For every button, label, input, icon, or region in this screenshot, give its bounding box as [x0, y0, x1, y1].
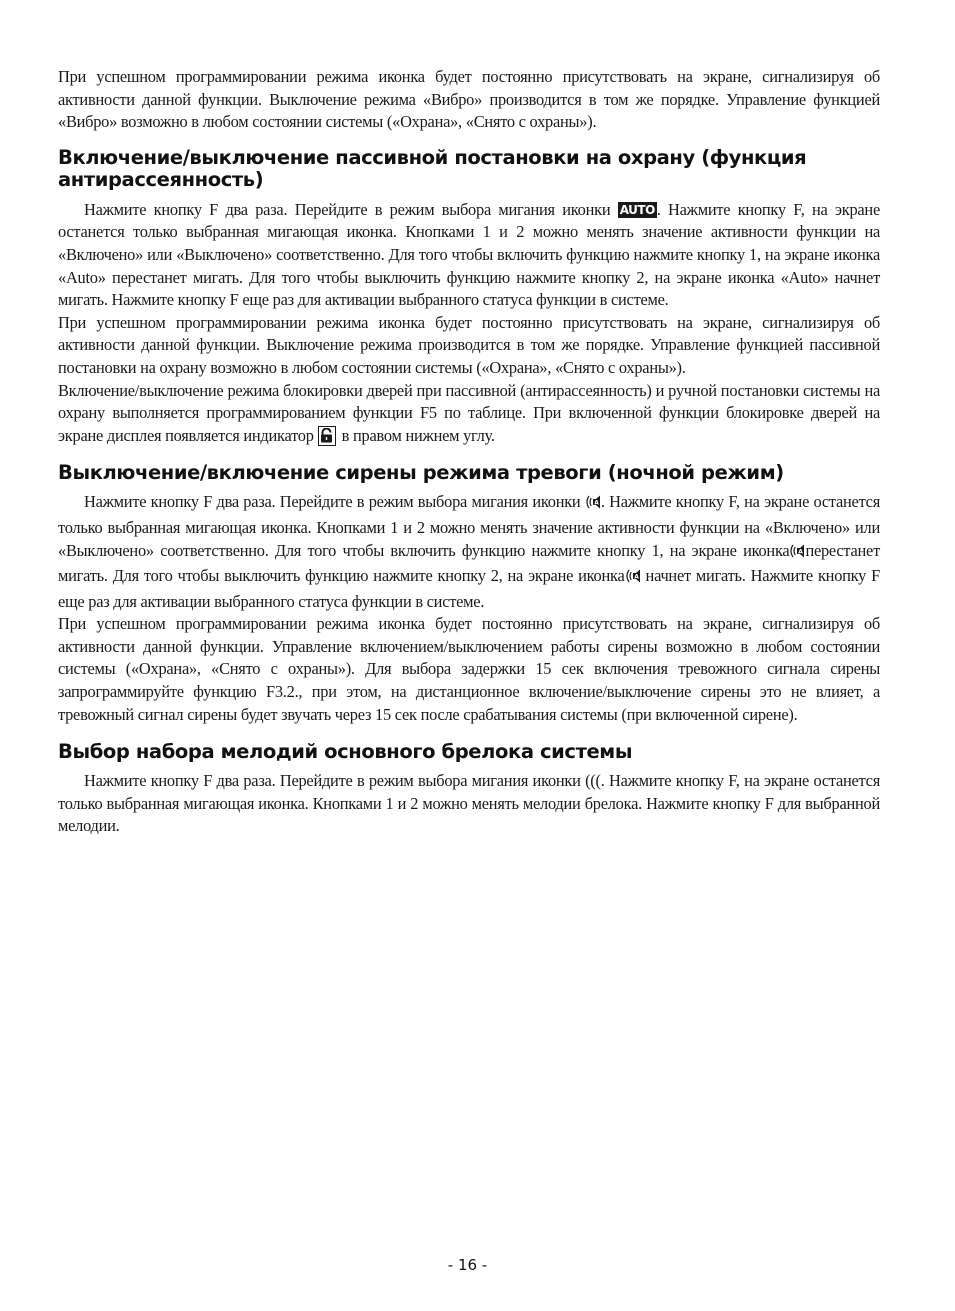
- document-page: [58, 66, 880, 838]
- siren-icon: [625, 568, 641, 591]
- passive-arming-paragraph-2: При успешном программировании режима иконка будет постоянно присутствовать на экране, сигнализируя об активности данной функции. Выключение режима производится в том же порядке. Управление функцией пассивной постановки на охрану возможно в любом состоянии системы («Охрана», «Снято с охраны»).: [58, 312, 880, 377]
- svg-text:A: A: [633, 573, 639, 581]
- siren-icon: [789, 543, 805, 566]
- auto-icon: AUTO: [619, 202, 655, 217]
- passive-arming-paragraph-1: [58, 199, 880, 312]
- melody-paragraph-1: Нажмите кнопку F два раза. Перейдите в режим выбора мигания иконки (((. Нажмите кнопку F, на экране останется только выбранная мигающая иконка. Кнопками 1 и 2 можно менять мелодии брелока. Нажмите кнопку F для выбранной мелодии.: [58, 771, 880, 836]
- siren-icon: [585, 494, 601, 517]
- text-span: Включение/выключение режима блокировки дверей при пассивной (антирассеянность) и ручной постановки системы на охрану выполняется программированием функции F5 по таблице. При включенной функции блокировке дверей на экране дисплея появляется индикатор: [58, 380, 880, 445]
- passive-arming-paragraph-3: [58, 380, 880, 448]
- text-span: Нажмите кнопку F два раза. Перейдите в режим выбора мигания иконки: [84, 199, 618, 219]
- text-span: . Нажмите кнопку F, на экране останется только выбранная мигающая иконка. Кнопками 1 и 2 можно менять значение активности функции на «Включено» или «Выключено» соответственно. Для того чтобы включить функцию нажмите кнопку 1, на экране иконка: [58, 492, 880, 560]
- text-span: в правом нижнем углу.: [341, 425, 495, 445]
- siren-paragraph-2: При успешном программировании режима иконка будет постоянно присутствовать на экране, сигнализируя об активности данной функции. Управление включением/выключением работы сирены возможно в любом состоянии системы («Охрана», «Снято с охраны»). Для выбора задержки 15 сек включения тревожного сигнала сирены запрограммируйте функцию F3.2., при этом, на дистанционное включение/выключение сирены это не влияет, а тревожный сигнал сирены будет звучать через 15 сек после срабатывания системы (при включенной сирене).: [58, 614, 880, 724]
- text-span: . Нажмите кнопку F, на экране останется только выбранная мигающая иконка. Кнопками 1 и 2 можно менять значение активности функции на «Включено» или «Выключено» соответственно. Для того чтобы включить функцию нажмите кнопку 1, на экране иконка «Auto» перестанет мигать. Для того чтобы выключить функцию нажмите кнопку 2, на экране иконка «Auto» начнет мигать. Нажмите кнопку F еще раз для активации выбранного статуса функции в системе.: [58, 199, 880, 310]
- svg-text:A: A: [594, 499, 599, 507]
- heading-siren: Выключение/включение сирены режима тревоги (ночной режим): [58, 461, 784, 485]
- heading-passive-arming: Включение/выключение пассивной постановки на охрану (функция антирассеянность): [58, 145, 807, 191]
- lock-icon: [318, 426, 336, 446]
- siren-paragraph-1: [58, 491, 880, 613]
- svg-text:A: A: [798, 548, 804, 555]
- text-span: Нажмите кнопку F два раза. Перейдите в режим выбора мигания иконки: [84, 492, 585, 512]
- text-span: перестанет мигать. Для того чтобы выключить функцию нажмите кнопку 2, на экране иконка: [58, 540, 880, 586]
- page-number: - 16 -: [447, 1256, 488, 1274]
- intro-paragraph: При успешном программировании режима иконка будет постоянно присутствовать на экране, сигнализируя об активности данной функции. Выключение режима «Вибро» производится в том же порядке. Управление функцией «Вибро» возможно в любом состоянии системы («Охрана», «Снято с охраны»).: [58, 67, 880, 132]
- heading-melody: Выбор набора мелодий основного брелока системы: [58, 740, 633, 764]
- text-span: начнет мигать. Нажмите кнопку F еще раз для активации выбранного статуса функции в системе.: [58, 566, 880, 611]
